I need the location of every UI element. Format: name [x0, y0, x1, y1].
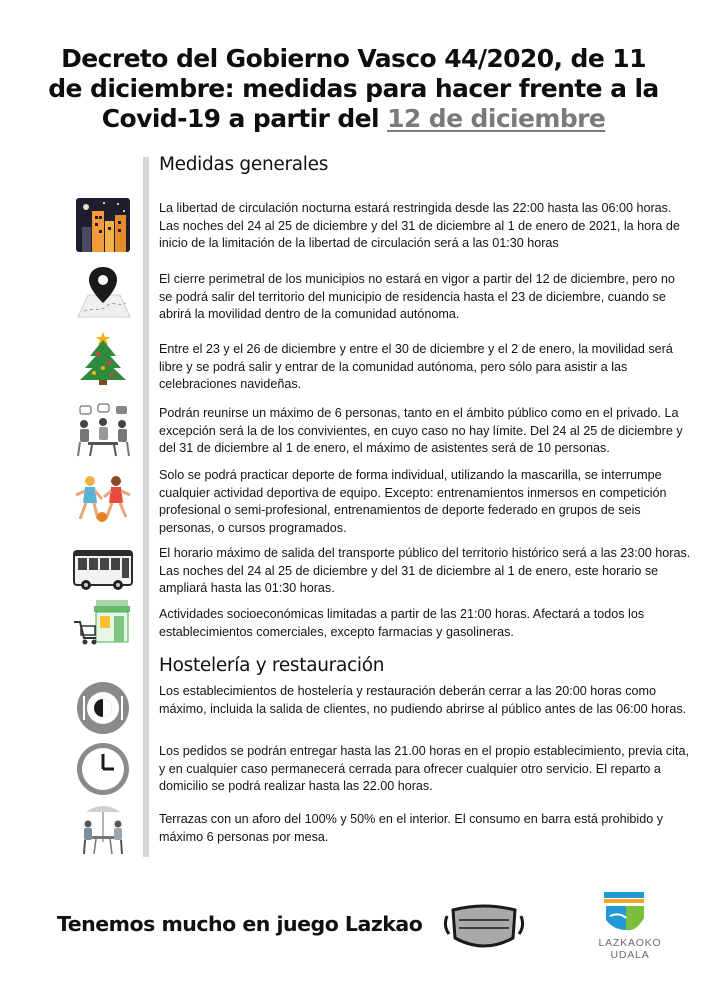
lazkao-logo-icon: [600, 890, 648, 934]
bus-icon: [72, 543, 134, 599]
measure-text-6: El horario máximo de salida del transporte público del territorio histórico será a las 23:00 horas. Las noches del 24 al 25 de diciembre y del 31 de diciembre al 1 de enero, este horario se ampliará hasta las 01:30 horas.: [159, 546, 691, 595]
gathering-people-icon: [72, 402, 134, 458]
clock-icon: [72, 741, 134, 797]
section-heading-general: Medidas generales: [159, 154, 329, 175]
hospitality-text-2: Los pedidos se podrán entregar hasta las 21.00 horas en el propio establecimiento, previa cita, y en cualquier caso permanecerá cerrada para ofrecer cualquier otro servicio. El reparto a domicilio se podrá realizar hasta las 22.00 horas.: [159, 744, 689, 793]
measure-text-3: Entre el 23 y el 26 de diciembre y entre el 30 de diciembre y el 2 de enero, la movilidad será libre y se podrá salir y entrar de la comunidad autónoma, pero sólo para asistir a las celebraciones navideñas.: [159, 342, 673, 391]
measure-text-1: La libertad de circulación nocturna estará restringida desde las 22:00 hasta las 06:00 horas. Las noches del 24 al 25 de diciembre y del 31 de diciembre al 1 de enero de 2021, la hora de inicio de la limitación de la libertad de circulación será a las 01:30 horas: [159, 201, 680, 250]
plate-icon: [72, 680, 134, 736]
measure-text-7: Actividades socioeconómicas limitadas a partir de las 21:00 horas. Afectará a todos los establecimientos comerciales, excepto farmacias y gasolineras.: [159, 607, 645, 639]
sports-icon: [72, 473, 134, 529]
page-title: [20, 44, 687, 134]
face-mask-icon: [443, 902, 525, 952]
night-city-icon: [72, 197, 134, 253]
map-pin-icon: [72, 263, 134, 319]
hospitality-text-3: Terrazas con un aforo del 100% y 50% en el interior. El consumo en barra está prohibido y máximo 6 personas por mesa.: [159, 812, 664, 844]
measure-text-5: Solo se podrá practicar deporte de forma individual, utilizando la mascarilla, se interrumpe cualquier actividad deportiva de equipo. Excepto: entrenamientos inmersos en competición profesional o semi-profesional, entrenamientos de deporte federado en grupos de seis personas, o cursos programados.: [159, 468, 667, 535]
lazkao-logo-text: [588, 937, 672, 961]
hospitality-text-1: Los establecimientos de hostelería y restauración deberán cerrar a las 20:00 horas como máximo, incluida la salida de clientes, no pudiendo abrirse al público antes de las 06:00 horas.: [159, 684, 687, 716]
shop-icon: [72, 600, 134, 656]
logo-line-2: UDALA: [610, 949, 650, 961]
footer-slogan: Tenemos mucho en juego Lazkao: [57, 912, 423, 936]
logo-line-1: LAZKAOKO: [598, 937, 662, 949]
measure-text-4: Podrán reunirse un máximo de 6 personas, tanto en el ámbito público como en el privado. La excepción será la de los convivientes, en cuyo caso no hay límite. Del 24 al 25 de diciembre y del 31 de diciembre al 1 de enero, el máximo de asistentes será de 10 personas.: [159, 406, 683, 455]
title-line-3: [20, 104, 687, 134]
vertical-divider: [143, 157, 149, 857]
terrace-icon: [72, 802, 134, 858]
christmas-tree-icon: [72, 330, 134, 386]
title-line-2: de diciembre: medidas para hacer frente a la: [48, 74, 659, 103]
title-line-3-prefix: Covid-19 a partir del: [101, 104, 388, 133]
section-heading-hosteleria: Hostelería y restauración: [159, 655, 385, 676]
title-line-1: Decreto del Gobierno Vasco 44/2020, de 11: [61, 44, 646, 73]
title-date: 12 de diciembre: [387, 104, 606, 133]
measure-text-2: El cierre perimetral de los municipios no estará en vigor a partir del 12 de diciembre, pero no se podrá salir del territorio del municipio de residencia hasta el 23 de diciembre, cuando se abrirá la movilidad dentro de la comunidad autónoma.: [159, 272, 675, 321]
